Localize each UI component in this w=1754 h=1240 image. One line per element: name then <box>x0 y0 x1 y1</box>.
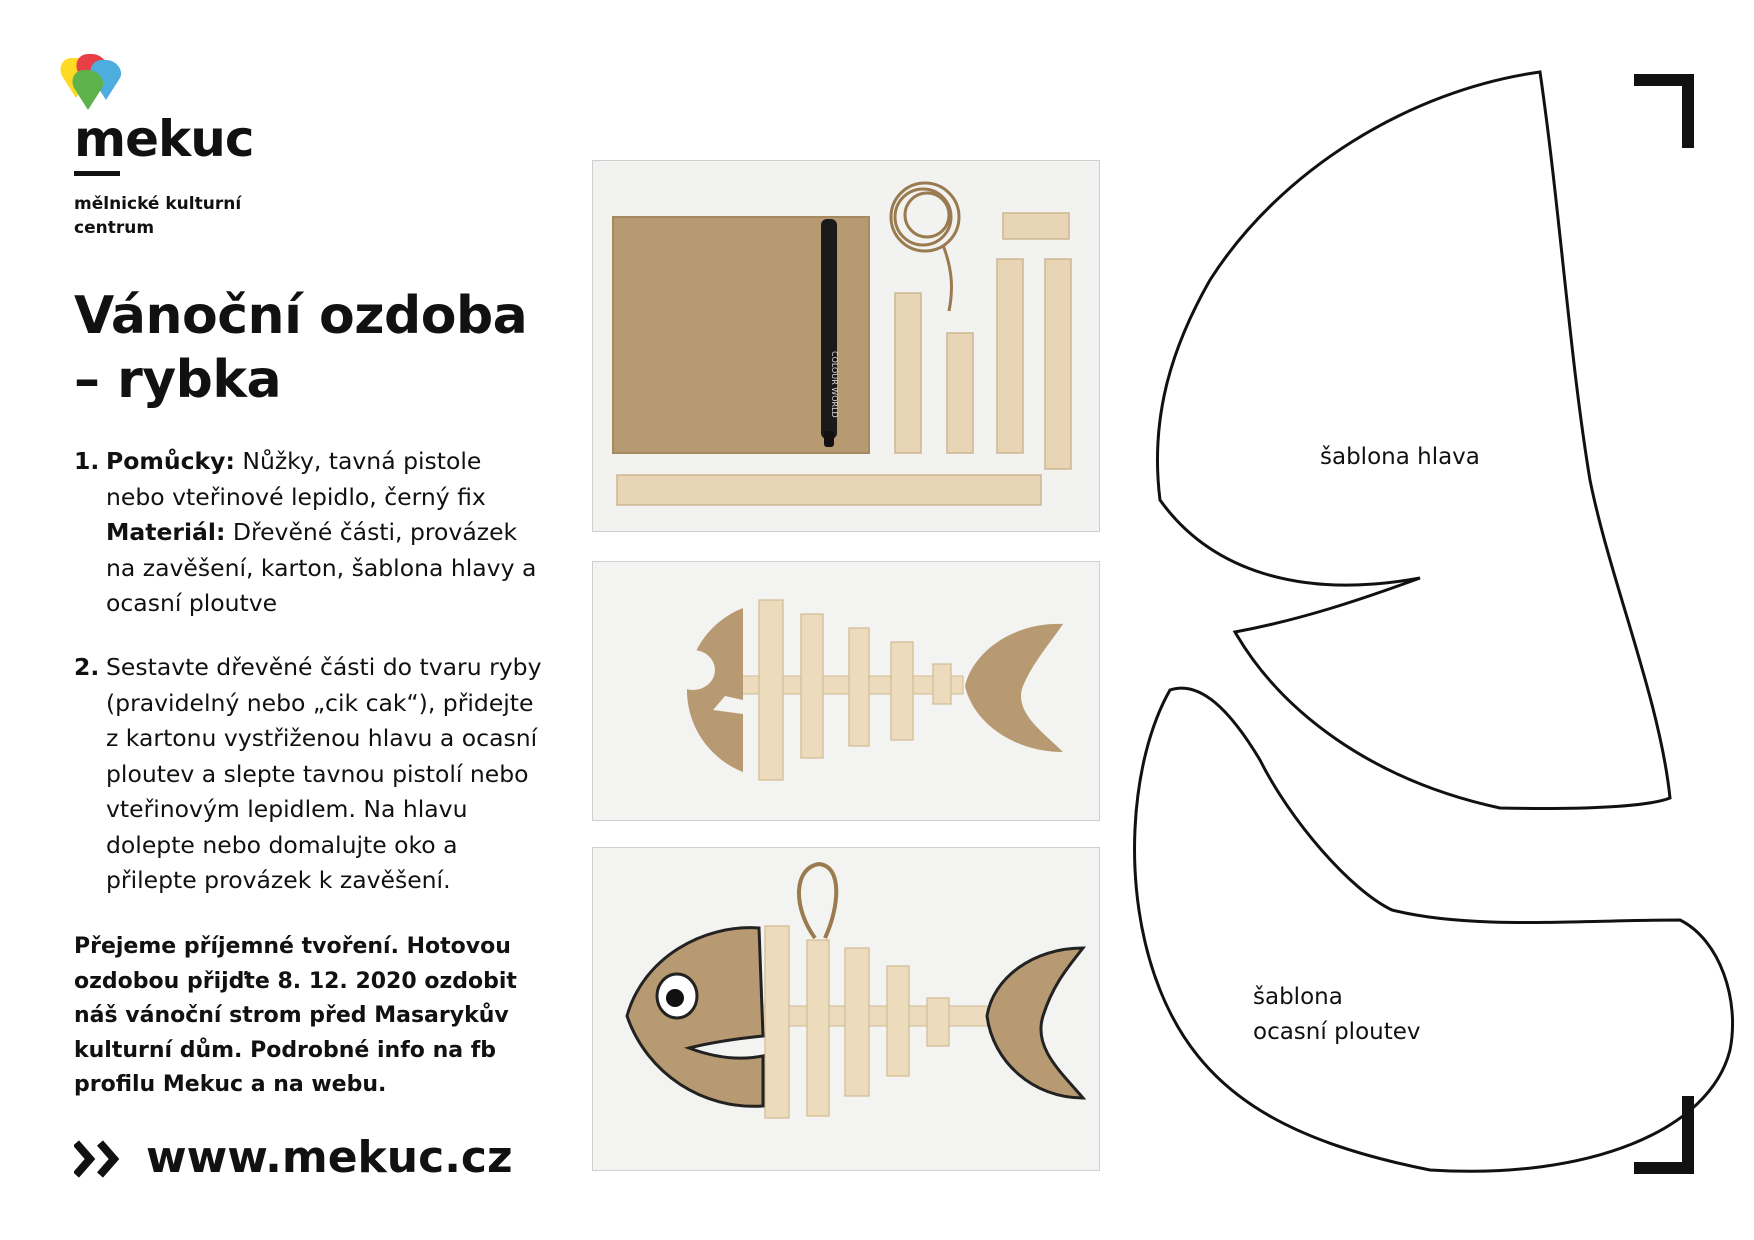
brand-tagline: mělnické kulturní centrum <box>74 194 242 238</box>
template-tail-label <box>1253 980 1453 1050</box>
page-title: Vánoční ozdoba – rybka <box>74 286 528 410</box>
template-tail-label-line1: šablona <box>1253 984 1343 1010</box>
double-chevron-right-icon <box>74 1140 128 1178</box>
closing-message: Přejeme příjemné tvoření. Hotovou ozdobou přijďte 8. 12. 2020 ozdobit náš vánoční strom před Masarykův kulturní dům. Podrobné info na fb profilu Mekuc a na webu. <box>74 934 517 1097</box>
template-tail-label-line2: ocasní ploutev <box>1253 1019 1421 1045</box>
photo-materials <box>592 160 1100 532</box>
step-number: 2. <box>74 653 100 681</box>
crop-mark-top <box>1634 80 1688 148</box>
assembly-illustration <box>593 562 1099 820</box>
material-text: Dřevěné části, provázek na zavěšení, karton, šablona hlavy a ocasní ploutve <box>106 518 537 617</box>
brand-name: mekuc <box>74 110 254 168</box>
step-1 <box>74 444 544 622</box>
finished-illustration <box>593 848 1099 1170</box>
pen-label: COLOUR WORLD <box>830 351 839 418</box>
brand-underline <box>74 171 120 176</box>
website-url[interactable]: www.mekuc.cz <box>146 1132 513 1183</box>
step-2 <box>74 650 544 899</box>
step-number: 1. <box>74 447 100 475</box>
materials-illustration <box>593 161 1099 531</box>
template-head-label: šablona hlava <box>1320 444 1480 470</box>
tools-label: Pomůcky: <box>106 447 235 475</box>
step-2-text: Sestavte dřevěné části do tvaru ryby (pravidelný nebo „cik cak“), přidejte z kartonu vystřiženou hlavu a ocasní ploutev a slepte tavnou pistolí nebo vteřinovým lepidlem. Na hlavu dolepte nebo domalujte oko a přilepte provázek k zavěšení. <box>106 653 542 894</box>
tools-text: Nůžky, tavná pistole nebo vteřinové lepidlo, černý fix <box>106 447 486 511</box>
material-label: Materiál: <box>106 518 226 546</box>
photo-finished <box>592 847 1100 1171</box>
photo-assembly <box>592 561 1100 821</box>
